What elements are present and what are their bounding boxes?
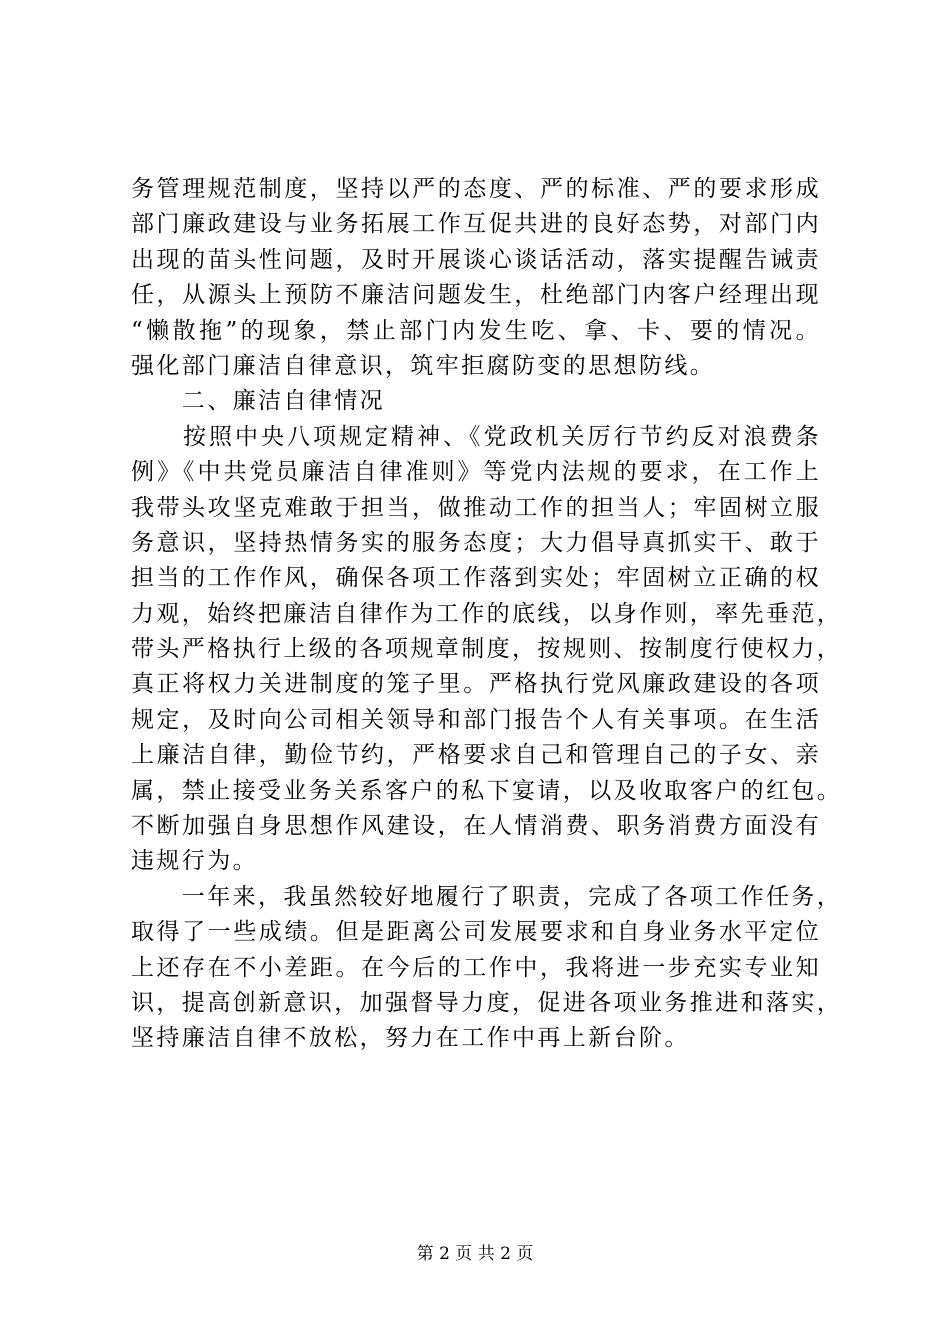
text-line: 务意识，坚持热情务实的服务态度；大力倡导真抓实干、敢于: [131, 529, 821, 556]
text-line: 我带头攻坚克难敢于担当，做推动工作的担当人；牢固树立服: [131, 494, 821, 521]
text-line: 识，提高创新意识，加强督导力度，促进各项业务推进和落实，: [131, 989, 843, 1016]
text-line: 上廉洁自律，勤俭节约，严格要求自己和管理自己的子女、亲: [131, 742, 821, 769]
text-line: 上还存在不小差距。在今后的工作中，我将进一步充实专业知: [131, 954, 821, 981]
text-line: 力观，始终把廉洁自律作为工作的底线，以身作则，率先垂范，: [131, 600, 843, 627]
text-line: 违规行为。: [131, 848, 258, 875]
text-line: 坚持廉洁自律不放松，努力在工作中再上新台阶。: [131, 1025, 690, 1052]
page-footer: 第 2 页 共 2 页: [416, 1244, 534, 1264]
text-line: 例》《中共党员廉洁自律准则》等党内法规的要求，在工作上: [131, 459, 821, 486]
text-line: 属，禁止接受业务关系客户的私下宴请，以及收取客户的红包。: [131, 777, 843, 804]
text-line: 不断加强自身思想作风建设，在人情消费、职务消费方面没有: [131, 813, 821, 840]
text-line: “懒散拖”的现象，禁止部门内发生吃、拿、卡、要的情况。: [131, 317, 821, 344]
text-line: 部门廉政建设与业务拓展工作互促共进的良好态势，对部门内: [131, 211, 821, 238]
text-line: 真正将权力关进制度的笼子里。严格执行党风廉政建设的各项: [131, 671, 821, 698]
text-line: 出现的苗头性问题，及时开展谈心谈话活动，落实提醒告诫责: [131, 246, 821, 273]
text-line: 取得了一些成绩。但是距离公司发展要求和自身业务水平定位: [131, 919, 821, 946]
text-line: 带头严格执行上级的各项规章制度，按规则、按制度行使权力，: [131, 636, 843, 663]
text-line: 按照中央八项规定精神、《党政机关厉行节约反对浪费条: [131, 423, 821, 450]
text-line: 规定，及时向公司相关领导和部门报告个人有关事项。在生活: [131, 706, 821, 733]
text-line: 二、廉洁自律情况: [131, 388, 385, 415]
text-line: 务管理规范制度，坚持以严的态度、严的标准、严的要求形成: [131, 176, 821, 202]
text-line: 担当的工作作风，确保各项工作落到实处；牢固树立正确的权: [131, 565, 821, 592]
text-line: 强化部门廉洁自律意识，筑牢拒腐防变的思想防线。: [131, 352, 716, 379]
text-line: 任，从源头上预防不廉洁问题发生，杜绝部门内客户经理出现: [131, 282, 821, 309]
document-body: [131, 172, 843, 1057]
text-line: 一年来，我虽然较好地履行了职责，完成了各项工作任务，: [131, 883, 843, 910]
